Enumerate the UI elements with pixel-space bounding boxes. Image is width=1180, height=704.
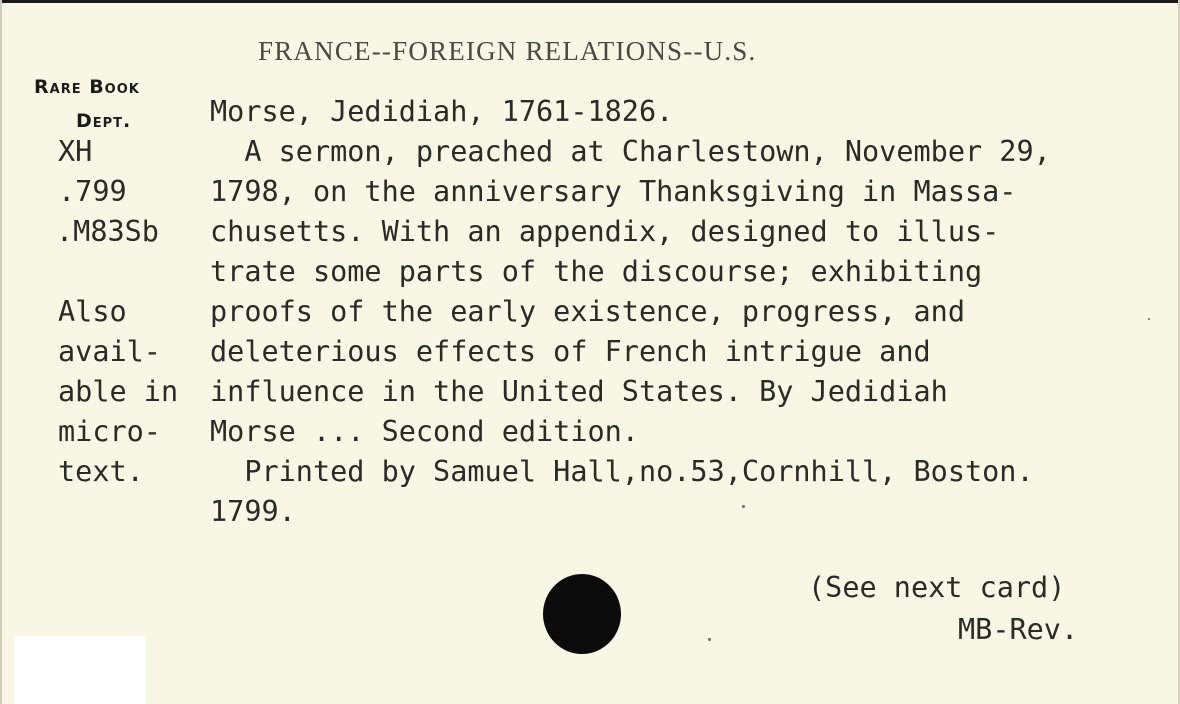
paper-speck (708, 638, 711, 641)
paper-patch (14, 636, 146, 704)
call-number-line: .M83Sb (56, 215, 159, 248)
description-line: Morse ... Second edition. (210, 415, 639, 448)
main-entry-line: Morse, Jedidiah, 1761-1826. (210, 95, 674, 128)
filing-hole (543, 574, 621, 654)
paper-speck (742, 505, 745, 508)
availability-note-line: avail- (58, 335, 161, 368)
call-number-line: XH (58, 135, 93, 168)
availability-note-line: text. (58, 455, 144, 488)
description-line: chusetts. With an appendix, designed to illus- (210, 215, 1000, 248)
card-left-edge (0, 0, 2, 704)
description-line: 1798, on the anniversary Thanksgiving in Massa- (210, 175, 1017, 208)
availability-note-line: able in (58, 375, 179, 408)
availability-note-line: Also (58, 295, 127, 328)
subject-heading: FRANCE--FOREIGN RELATIONS--U.S. (258, 36, 757, 66)
description-line: proofs of the early existence, progress, and (210, 295, 965, 328)
see-next-card-note: (See next card) (808, 571, 1066, 604)
call-number-line: .799 (58, 175, 127, 208)
location-stamp-line-2: Dept. (76, 110, 132, 132)
description-line: influence in the United States. By Jedidiah (210, 375, 948, 408)
description-line: A sermon, preached at Charlestown, November 29, (210, 135, 1051, 168)
description-line: deleterious effects of French intrigue and (210, 335, 931, 368)
paper-speck (1148, 318, 1150, 320)
location-stamp-line-1: Rare Book (34, 76, 140, 98)
imprint-line: Printed by Samuel Hall,no.53,Cornhill, Boston. (210, 455, 1034, 488)
card-top-edge (0, 0, 1180, 3)
cataloger-code: MB-Rev. (958, 613, 1079, 646)
description-line: trate some parts of the discourse; exhibiting (210, 255, 983, 288)
availability-note-line: micro- (58, 415, 161, 448)
imprint-line: 1799. (210, 495, 296, 528)
